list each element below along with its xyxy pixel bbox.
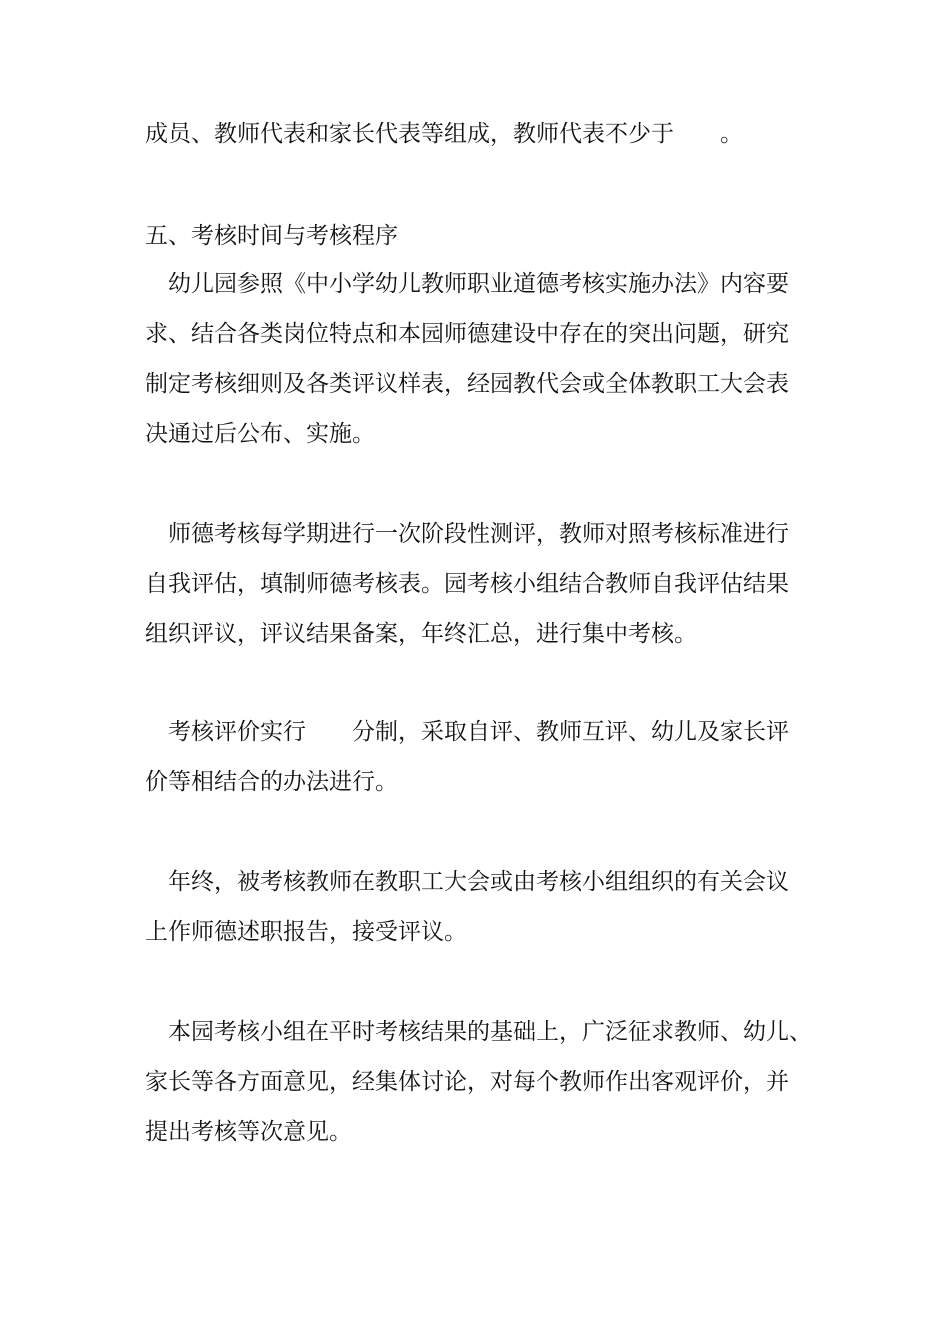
- paragraph-5-line-3: 提出考核等次意见。: [145, 1119, 352, 1145]
- paragraph-2-line-2: 自我评估，填制师德考核表。园考核小组结合教师自我评估结果: [145, 571, 789, 597]
- paragraph-1-line-2: 求、结合各类岗位特点和本园师德建设中存在的突出问题，研究: [145, 321, 789, 347]
- paragraph-1-line-1: 幼儿园参照《中小学幼儿教师职业道德考核实施办法》内容要: [168, 271, 789, 297]
- paragraph-1-line-4: 决通过后公布、实施。: [145, 421, 375, 447]
- paragraph-2-line-3: 组织评议，评议结果备案，年终汇总，进行集中考核。: [145, 621, 697, 647]
- paragraph-4-line-1: 年终，被考核教师在教职工大会或由考核小组组织的有关会议: [168, 869, 789, 895]
- paragraph-1-line-3: 制定考核细则及各类评议样表，经园教代会或全体教职工大会表: [145, 371, 789, 397]
- paragraph-5-line-2: 家长等各方面意见，经集体讨论，对每个教师作出客观评价，并: [145, 1069, 789, 1095]
- text-line-composition: 成员、教师代表和家长代表等组成，教师代表不少于 。: [145, 121, 743, 147]
- section-heading: 五、考核时间与考核程序: [145, 223, 398, 249]
- paragraph-5-line-1: 本园考核小组在平时考核结果的基础上，广泛征求教师、幼儿、: [168, 1019, 812, 1045]
- paragraph-3-line-1: 考核评价实行 分制，采取自评、教师互评、幼儿及家长评: [168, 719, 789, 745]
- paragraph-2-line-1: 师德考核每学期进行一次阶段性测评，教师对照考核标准进行: [168, 521, 789, 547]
- paragraph-4-line-2: 上作师德述职报告，接受评议。: [145, 919, 467, 945]
- paragraph-3-line-2: 价等相结合的办法进行。: [145, 769, 398, 795]
